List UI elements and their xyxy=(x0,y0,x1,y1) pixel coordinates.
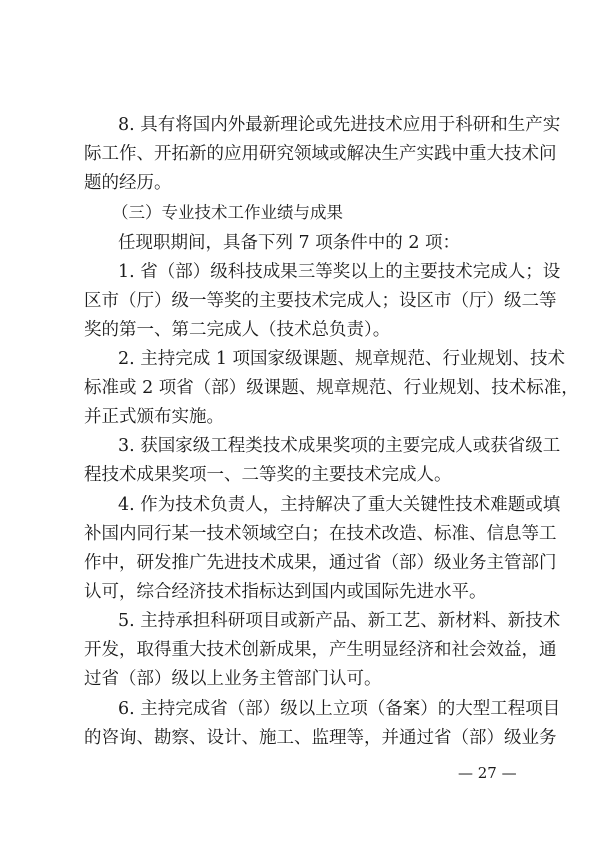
text-line: 奖的第一、第二完成人（技术总负责）。 xyxy=(84,320,391,340)
text-line: 4. 作为技术负责人，主持解决了重大关键性技术难题或填 xyxy=(118,495,561,515)
text-line: 的咨询、勘察、设计、施工、监理等，并通过省（部）级业务 xyxy=(84,728,557,748)
text-line: 际工作、开拓新的应用研究领域或解决生产实践中重大技术问 xyxy=(84,144,557,164)
text-line: 标准或 2 项省（部）级课题、规章规范、行业规划、技术标准， xyxy=(84,378,579,398)
text-line: 作中，研发推广先进技术成果，通过省（部）级业务主管部门 xyxy=(84,553,557,573)
text-line: 2. 主持完成 1 项国家级课题、规章规范、行业规划、技术 xyxy=(118,349,566,369)
text-line: 6. 主持完成省（部）级以上立项（备案）的大型工程项目 xyxy=(118,699,561,719)
section-heading-text: （三）专业技术工作业绩与成果 xyxy=(112,203,343,222)
text-line: 并正式颁布实施。 xyxy=(84,407,224,427)
text-line: 5. 主持承担科研项目或新产品、新工艺、新材料、新技术 xyxy=(118,611,561,631)
text-line: 8. 具有将国内外最新理论或先进技术应用于科研和生产实 xyxy=(118,115,561,135)
text-line: 开发，取得重大技术创新成果，产生明显经济和社会效益，通 xyxy=(84,640,557,660)
text-line: 补国内同行某一技术领域空白；在技术改造、标准、信息等工 xyxy=(84,524,557,544)
text-line: 程技术成果奖项一、二等奖的主要技术完成人。 xyxy=(84,465,452,485)
text-line: 任现职期间，具备下列 7 项条件中的 2 项： xyxy=(118,233,461,253)
text-line: 过省（部）级以上业务主管部门认可。 xyxy=(84,669,382,689)
text-line: 1. 省（部）级科技成果三等奖以上的主要技术完成人；设 xyxy=(118,262,561,282)
text-line: 题的经历。 xyxy=(84,173,172,193)
text-line: 区市（厅）级一等奖的主要技术完成人；设区市（厅）级二等 xyxy=(84,291,557,311)
text-line: 认可，综合经济技术指标达到国内或国际先进水平。 xyxy=(84,582,487,602)
text-line: 3. 获国家级工程类技术成果奖项的主要完成人或获省级工 xyxy=(118,436,561,456)
page-number: — 27 — xyxy=(458,764,517,782)
